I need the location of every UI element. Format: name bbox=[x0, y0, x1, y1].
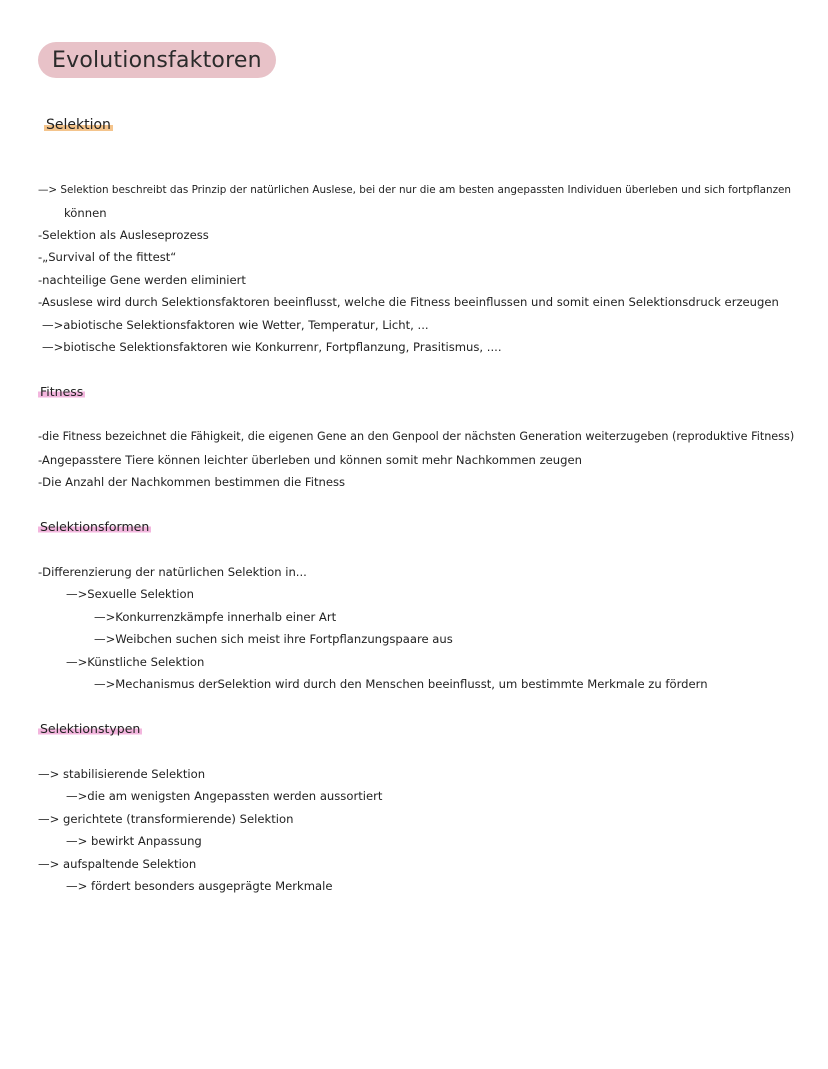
selektionstypen-line-1: —> stabilisierende Selektion bbox=[38, 767, 206, 781]
fitness-line-1: -die Fitness bezeichnet die Fähigkeit, die eigenen Gene an den Genpool der nächsten Generation weiterzugeben (reproduktive Fitness) bbox=[38, 430, 795, 443]
selektion-line-8: —>biotische Selektionsfaktoren wie Konkurrenr, Fortpflanzung, Prasitismus, .... bbox=[42, 340, 502, 354]
selektionstypen-line-6: —> fördert besonders ausgeprägte Merkmale bbox=[66, 879, 333, 893]
selektionsformen-line-4: —>Weibchen suchen sich meist ihre Fortpflanzungspaare aus bbox=[94, 632, 453, 646]
heading-fitness: Fitness bbox=[40, 384, 84, 399]
selektionsformen-line-1: -Differenzierung der natürlichen Selektion in... bbox=[38, 565, 307, 579]
heading-selektionsformen: Selektionsformen bbox=[40, 519, 150, 534]
selektion-line-4: -„Survival of the fittest“ bbox=[38, 250, 177, 264]
selektion-line-2: können bbox=[64, 206, 107, 220]
selektionsformen-line-2: —>Sexuelle Selektion bbox=[66, 587, 194, 601]
heading-selektion: Selektion bbox=[46, 117, 111, 133]
fitness-line-3: -Die Anzahl der Nachkommen bestimmen die Fitness bbox=[38, 475, 346, 489]
selektionsformen-line-6: —>Mechanismus derSelektion wird durch den Menschen beeinflusst, um bestimmte Merkmale zu fördern bbox=[94, 677, 708, 691]
selektionstypen-line-4: —> bewirkt Anpassung bbox=[66, 834, 202, 848]
selektion-line-7: —>abiotische Selektionsfaktoren wie Wetter, Temperatur, Licht, ... bbox=[42, 318, 429, 332]
heading-selektionstypen: Selektionstypen bbox=[40, 721, 141, 736]
title-pill bbox=[38, 42, 276, 78]
selektionsformen-line-3: —>Konkurrenzkämpfe innerhalb einer Art bbox=[94, 610, 337, 624]
selektionsformen-line-5: —>Künstliche Selektion bbox=[66, 655, 205, 669]
selektionstypen-line-3: —> gerichtete (transformierende) Selektion bbox=[38, 812, 294, 826]
selektion-line-6: -Asuslese wird durch Selektionsfaktoren beeinflusst, welche die Fitness beeinflussen und somit einen Selektionsdruck erzeugen bbox=[38, 295, 779, 309]
selektion-line-3: -Selektion als Ausleseprozess bbox=[38, 228, 209, 242]
selektion-line-1: —> Selektion beschreibt das Prinzip der natürlichen Auslese, bei der nur die am besten angepassten Individuen überleben und sich fortpflanzen bbox=[38, 184, 792, 196]
selektion-line-5: -nachteilige Gene werden eliminiert bbox=[38, 273, 246, 287]
selektionstypen-line-2: —>die am wenigsten Angepassten werden aussortiert bbox=[66, 789, 383, 803]
selektionstypen-line-5: —> aufspaltende Selektion bbox=[38, 857, 197, 871]
fitness-line-2: -Angepasstere Tiere können leichter überleben und können somit mehr Nachkommen zeugen bbox=[38, 453, 582, 467]
page-title: Evolutionsfaktoren bbox=[52, 47, 262, 73]
